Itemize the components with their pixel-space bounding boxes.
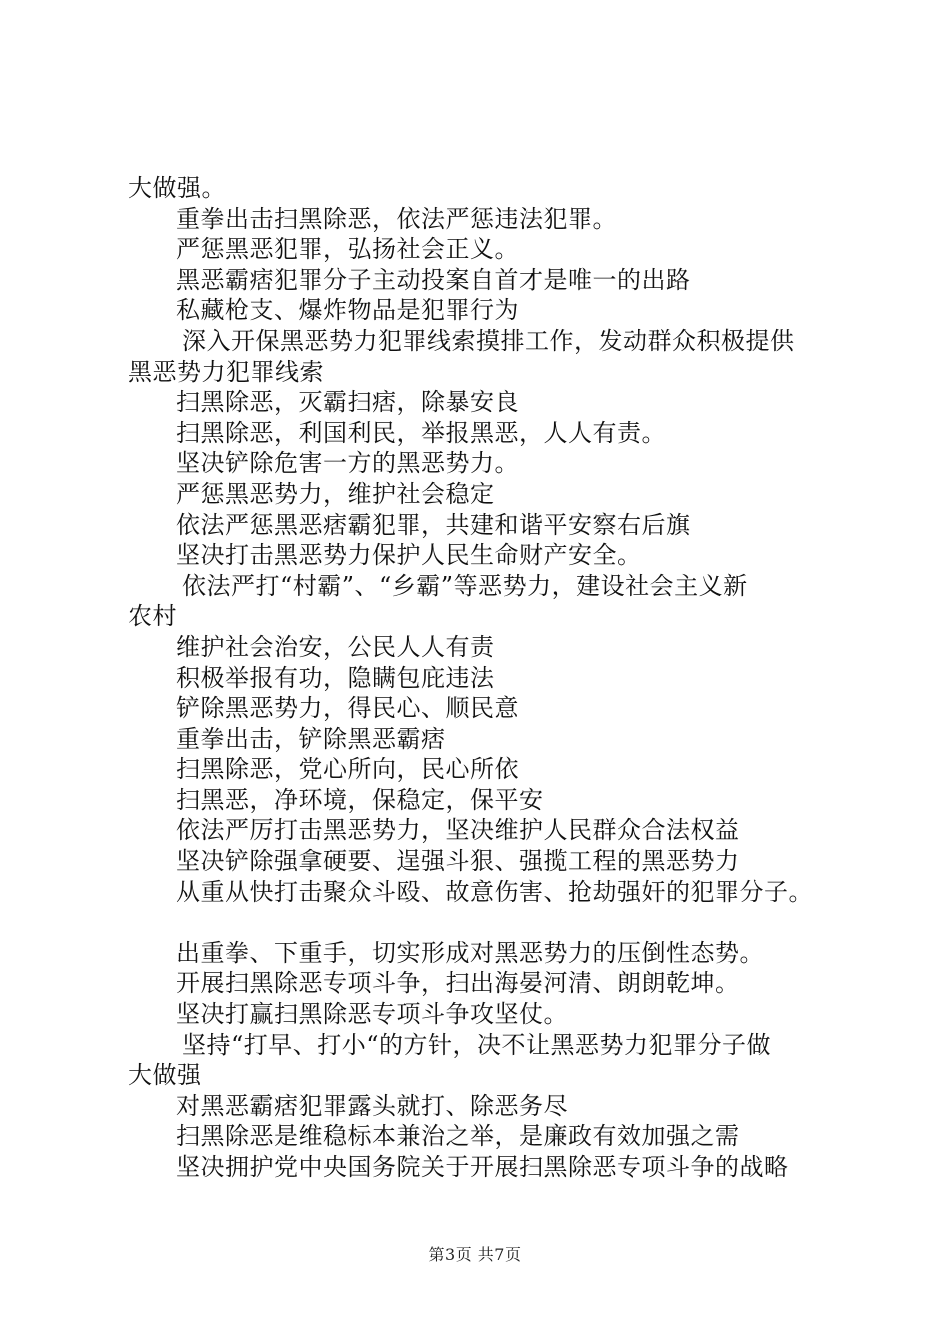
text-line: 严惩黑恶犯罪，弘扬社会正义。 [176,235,519,264]
text-line: 坚决拥护党中央国务院关于开展扫黑除恶专项斗争的战略 [176,1153,789,1181]
text-line: 重拳出击扫黑除恶，依法严惩违法犯罪。 [176,204,617,233]
document-body [128,173,848,1183]
text-line: 深入开保黑恶势力犯罪线索摸排工作，发动群众积极提供 [182,326,795,355]
page-number-footer: 第3页 共7页 [428,1245,522,1264]
text-line: 依法严厉打击黑恶势力，坚决维护人民群众合法权益 [176,816,740,845]
text-line: 扫黑除恶，灭霸扫痞，除暴安良 [176,388,519,417]
text-line: 出重拳、下重手，切实形成对黑恶势力的压倒性态势。 [176,938,764,967]
text-line: 大做强 [128,1061,202,1090]
text-line: 黑恶霸痞犯罪分子主动投案自首才是唯一的出路 [176,265,691,294]
text-line: 维护社会治安，公民人人有责 [176,632,495,661]
text-line: 依法严打“村霸”、“乡霸”等恶势力，建设社会主义新 [182,571,748,600]
text-line: 扫黑除恶是维稳标本兼治之举，是廉政有效加强之需 [176,1122,740,1151]
text-line: 私藏枪支、爆炸物品是犯罪行为 [176,296,519,325]
text-line: 坚决打赢扫黑除恶专项斗争攻坚仗。 [176,1000,568,1029]
text-line: 积极举报有功，隐瞒包庇违法 [176,663,495,692]
text-line: 坚决铲除危害一方的黑恶势力。 [176,449,519,478]
text-line: 重拳出击，铲除黑恶霸痞 [176,724,446,753]
text-line: 铲除黑恶势力，得民心、顺民意 [176,694,519,723]
text-line: 扫黑除恶，利国利民，举报黑恶，人人有责。 [176,418,666,447]
text-line: 对黑恶霸痞犯罪露头就打、除恶务尽 [176,1091,568,1120]
text-line: 依法严惩黑恶痞霸犯罪，共建和谐平安察右后旗 [176,510,691,539]
text-line: 坚决打击黑恶势力保护人民生命财产安全。 [176,541,642,570]
paragraph-gap [128,907,848,938]
text-line: 黑恶势力犯罪线索 [128,357,324,386]
text-line: 坚决铲除强拿硬要、逞强斗狠、强揽工程的黑恶势力 [176,847,740,876]
text-line: 大做强。 [128,174,226,202]
text-line: 坚持“打早、打小“的方针，决不让黑恶势力犯罪分子做 [182,1030,772,1059]
text-line: 严惩黑恶势力，维护社会稳定 [176,479,495,508]
text-line: 从重从快打击聚众斗殴、故意伤害、抢劫强奸的犯罪分子。 [176,877,813,906]
text-line: 扫黑恶，净环境，保稳定，保平安 [176,785,544,814]
text-line: 农村 [128,602,177,631]
text-line: 开展扫黑除恶专项斗争，扫出海晏河清、朗朗乾坤。 [176,969,740,998]
text-line: 扫黑除恶，党心所向，民心所依 [176,755,519,784]
